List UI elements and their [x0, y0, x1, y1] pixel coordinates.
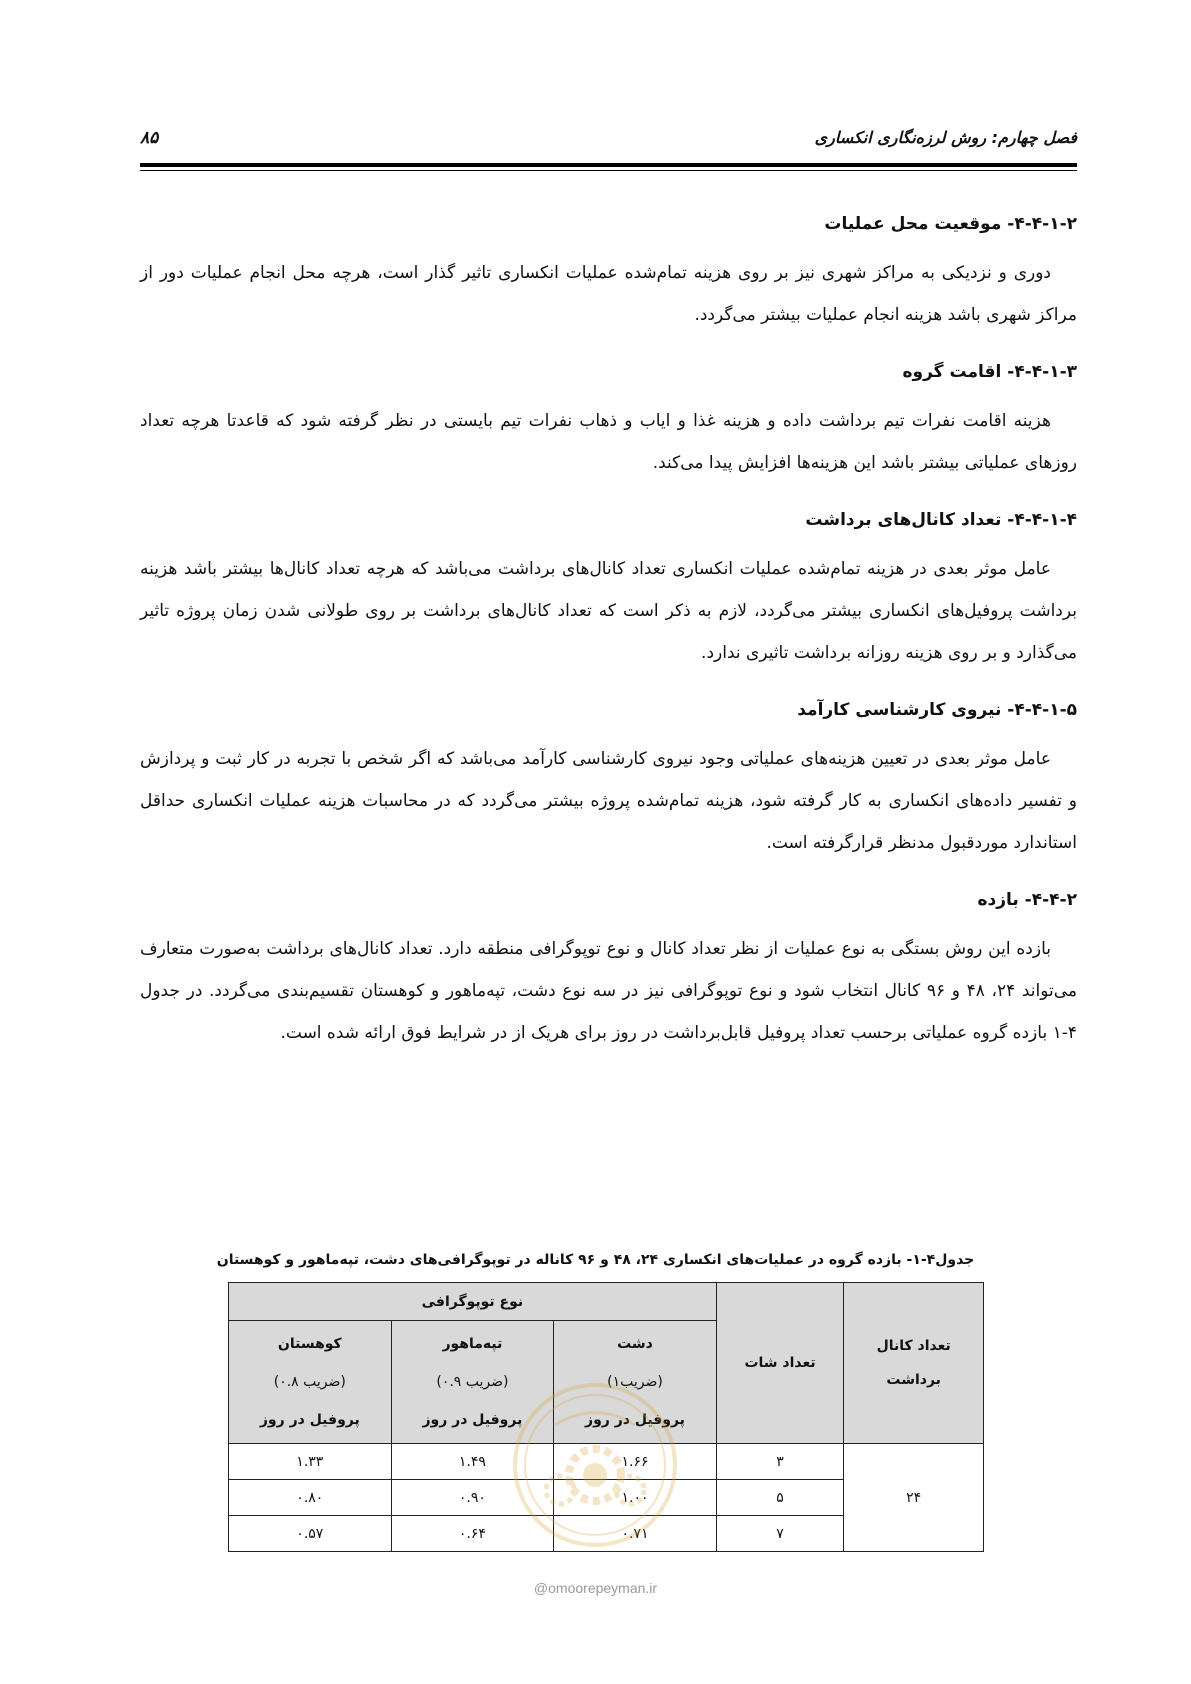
plain-cell: ۱.۶۶: [554, 1444, 717, 1480]
page-number: ۸۵: [140, 128, 159, 148]
topography-header: نوع توپوگرافی: [229, 1283, 717, 1321]
channels-cell: ۲۴: [844, 1444, 984, 1552]
mountain-cell: ۰.۸۰: [229, 1480, 392, 1516]
channels-header-line2: برداشت: [886, 1372, 941, 1388]
watermark-url: @omoorepeyman.ir: [533, 1580, 658, 1596]
mountain-coefficient: (ضریب ۰.۸): [273, 1374, 346, 1390]
section-heading: ۴-۴-۱-۲- موقعیت محل عملیات: [824, 214, 1077, 234]
body-paragraph: بازده این روش بستگی به نوع عملیات از نظر تعداد کانال و نوع توپوگرافی منطقه دارد. تعداد کانال‌های برداشت به‌صورت متعارف می‌تواند ۲۴، ۴۸ و ۹۶ کانال انتخاب شود و نوع توپوگرافی نیز در سه نوع دشت، تپه‌ماهور و کوهستان تقسیم‌بندی می‌گردد. در جدول ۴-۱ بازده گروه عملیاتی برحسب تعداد پروفیل قابل‌برداشت در روز برای هریک از در شرایط فوق ارائه شده است.: [140, 939, 1077, 1043]
section-heading: ۴-۴-۱-۵- نیروی کارشناسی کارآمد: [797, 700, 1077, 720]
hilly-unit: پروفیل در روز: [422, 1412, 523, 1428]
mountain-unit: پروفیل در روز: [259, 1412, 360, 1428]
plain-name: دشت: [617, 1336, 653, 1352]
hilly-cell: ۰.۹۰: [391, 1480, 554, 1516]
body-paragraph: دوری و نزدیکی به مراکز شهری نیز بر روی هزینه تمام‌شده عملیات انکساری تاثیر گذار است، هرچه محل انجام عملیات دور از مراکز شهری باشد هزینه انجام عملیات بیشتر می‌گردد.: [140, 263, 1077, 325]
plain-cell: ۱.۰۰: [554, 1480, 717, 1516]
efficiency-table: [228, 1282, 984, 1552]
mountain-header: [229, 1321, 392, 1444]
hilly-cell: ۱.۴۹: [391, 1444, 554, 1480]
mountain-name: کوهستان: [277, 1336, 342, 1352]
page-content: [140, 210, 1077, 1076]
mountain-cell: ۱.۳۳: [229, 1444, 392, 1480]
running-head: [140, 126, 1077, 156]
shots-cell: ۳: [716, 1444, 844, 1480]
table-row: [229, 1444, 984, 1480]
body-paragraph: هزینه اقامت نفرات تیم برداشت داده و هزینه غذا و ایاب و ذهاب نفرات تیم بایستی در نظر گرفته شود که قاعدتا هرچه تعداد روزهای عملیاتی بیشتر باشد این هزینه‌ها افزایش پیدا می‌کند.: [140, 411, 1077, 473]
body-paragraph: عامل موثر بعدی در تعیین هزینه‌های عملیاتی وجود نیروی کارشناسی کارآمد می‌باشد که اگر شخص با تجربه در کار ثبت و پردازش و تفسیر داده‌های انکساری به کار گرفته شود، هزینه تمام‌شده پروژه بیشتر می‌گردد که در محاسبات هزینه عملیات انکساری حداقل استاندارد موردقبول مدنظر قرارگرفته است.: [140, 749, 1077, 853]
body-paragraph: عامل موثر بعدی در هزینه تمام‌شده عملیات انکساری تعداد کانال‌های برداشت می‌باشد که هرچه تعداد کانال‌ها بیشتر باشد هزینه برداشت پروفیل‌های انکساری بیشتر می‌گردد، لازم به ذکر است که تعداد کانال‌های برداشت بر روی طولانی شدن زمان پروژه تاثیر می‌گذارد و بر روی هزینه روزانه برداشت تاثیری ندارد.: [140, 559, 1077, 663]
section-heading: ۴-۴-۱-۴- تعداد کانال‌های برداشت: [805, 510, 1077, 530]
header-rule-thin: [140, 170, 1077, 171]
shots-header: تعداد شات: [716, 1283, 844, 1444]
section-heading: ۴-۴-۲- بازده: [977, 890, 1077, 910]
plain-header: [554, 1321, 717, 1444]
hilly-cell: ۰.۶۴: [391, 1516, 554, 1552]
table-caption: جدول۴-۱- بازده گروه در عملیات‌های انکساری ۲۴، ۴۸ و ۹۶ کاناله در توپوگرافی‌های دشت، تپه‌ماهور و کوهستان: [216, 1252, 975, 1268]
hilly-coefficient: (ضریب ۰.۹): [436, 1374, 509, 1390]
mountain-cell: ۰.۵۷: [229, 1516, 392, 1552]
section-heading: ۴-۴-۱-۳- اقامت گروه: [902, 362, 1077, 382]
plain-cell: ۰.۷۱: [554, 1516, 717, 1552]
hilly-header: [391, 1321, 554, 1444]
header-rule: [140, 163, 1077, 167]
shots-cell: ۵: [716, 1480, 844, 1516]
shots-cell: ۷: [716, 1516, 844, 1552]
channels-header-line1: تعداد کانال: [876, 1338, 951, 1354]
plain-unit: پروفیل در روز: [585, 1412, 685, 1428]
hilly-name: تپه‌ماهور: [442, 1336, 503, 1352]
running-title: فصل چهارم: روش لرزه‌نگاری انکساری: [814, 128, 1077, 147]
plain-coefficient: (ضریب۱): [607, 1374, 663, 1390]
channels-header: [844, 1283, 984, 1444]
